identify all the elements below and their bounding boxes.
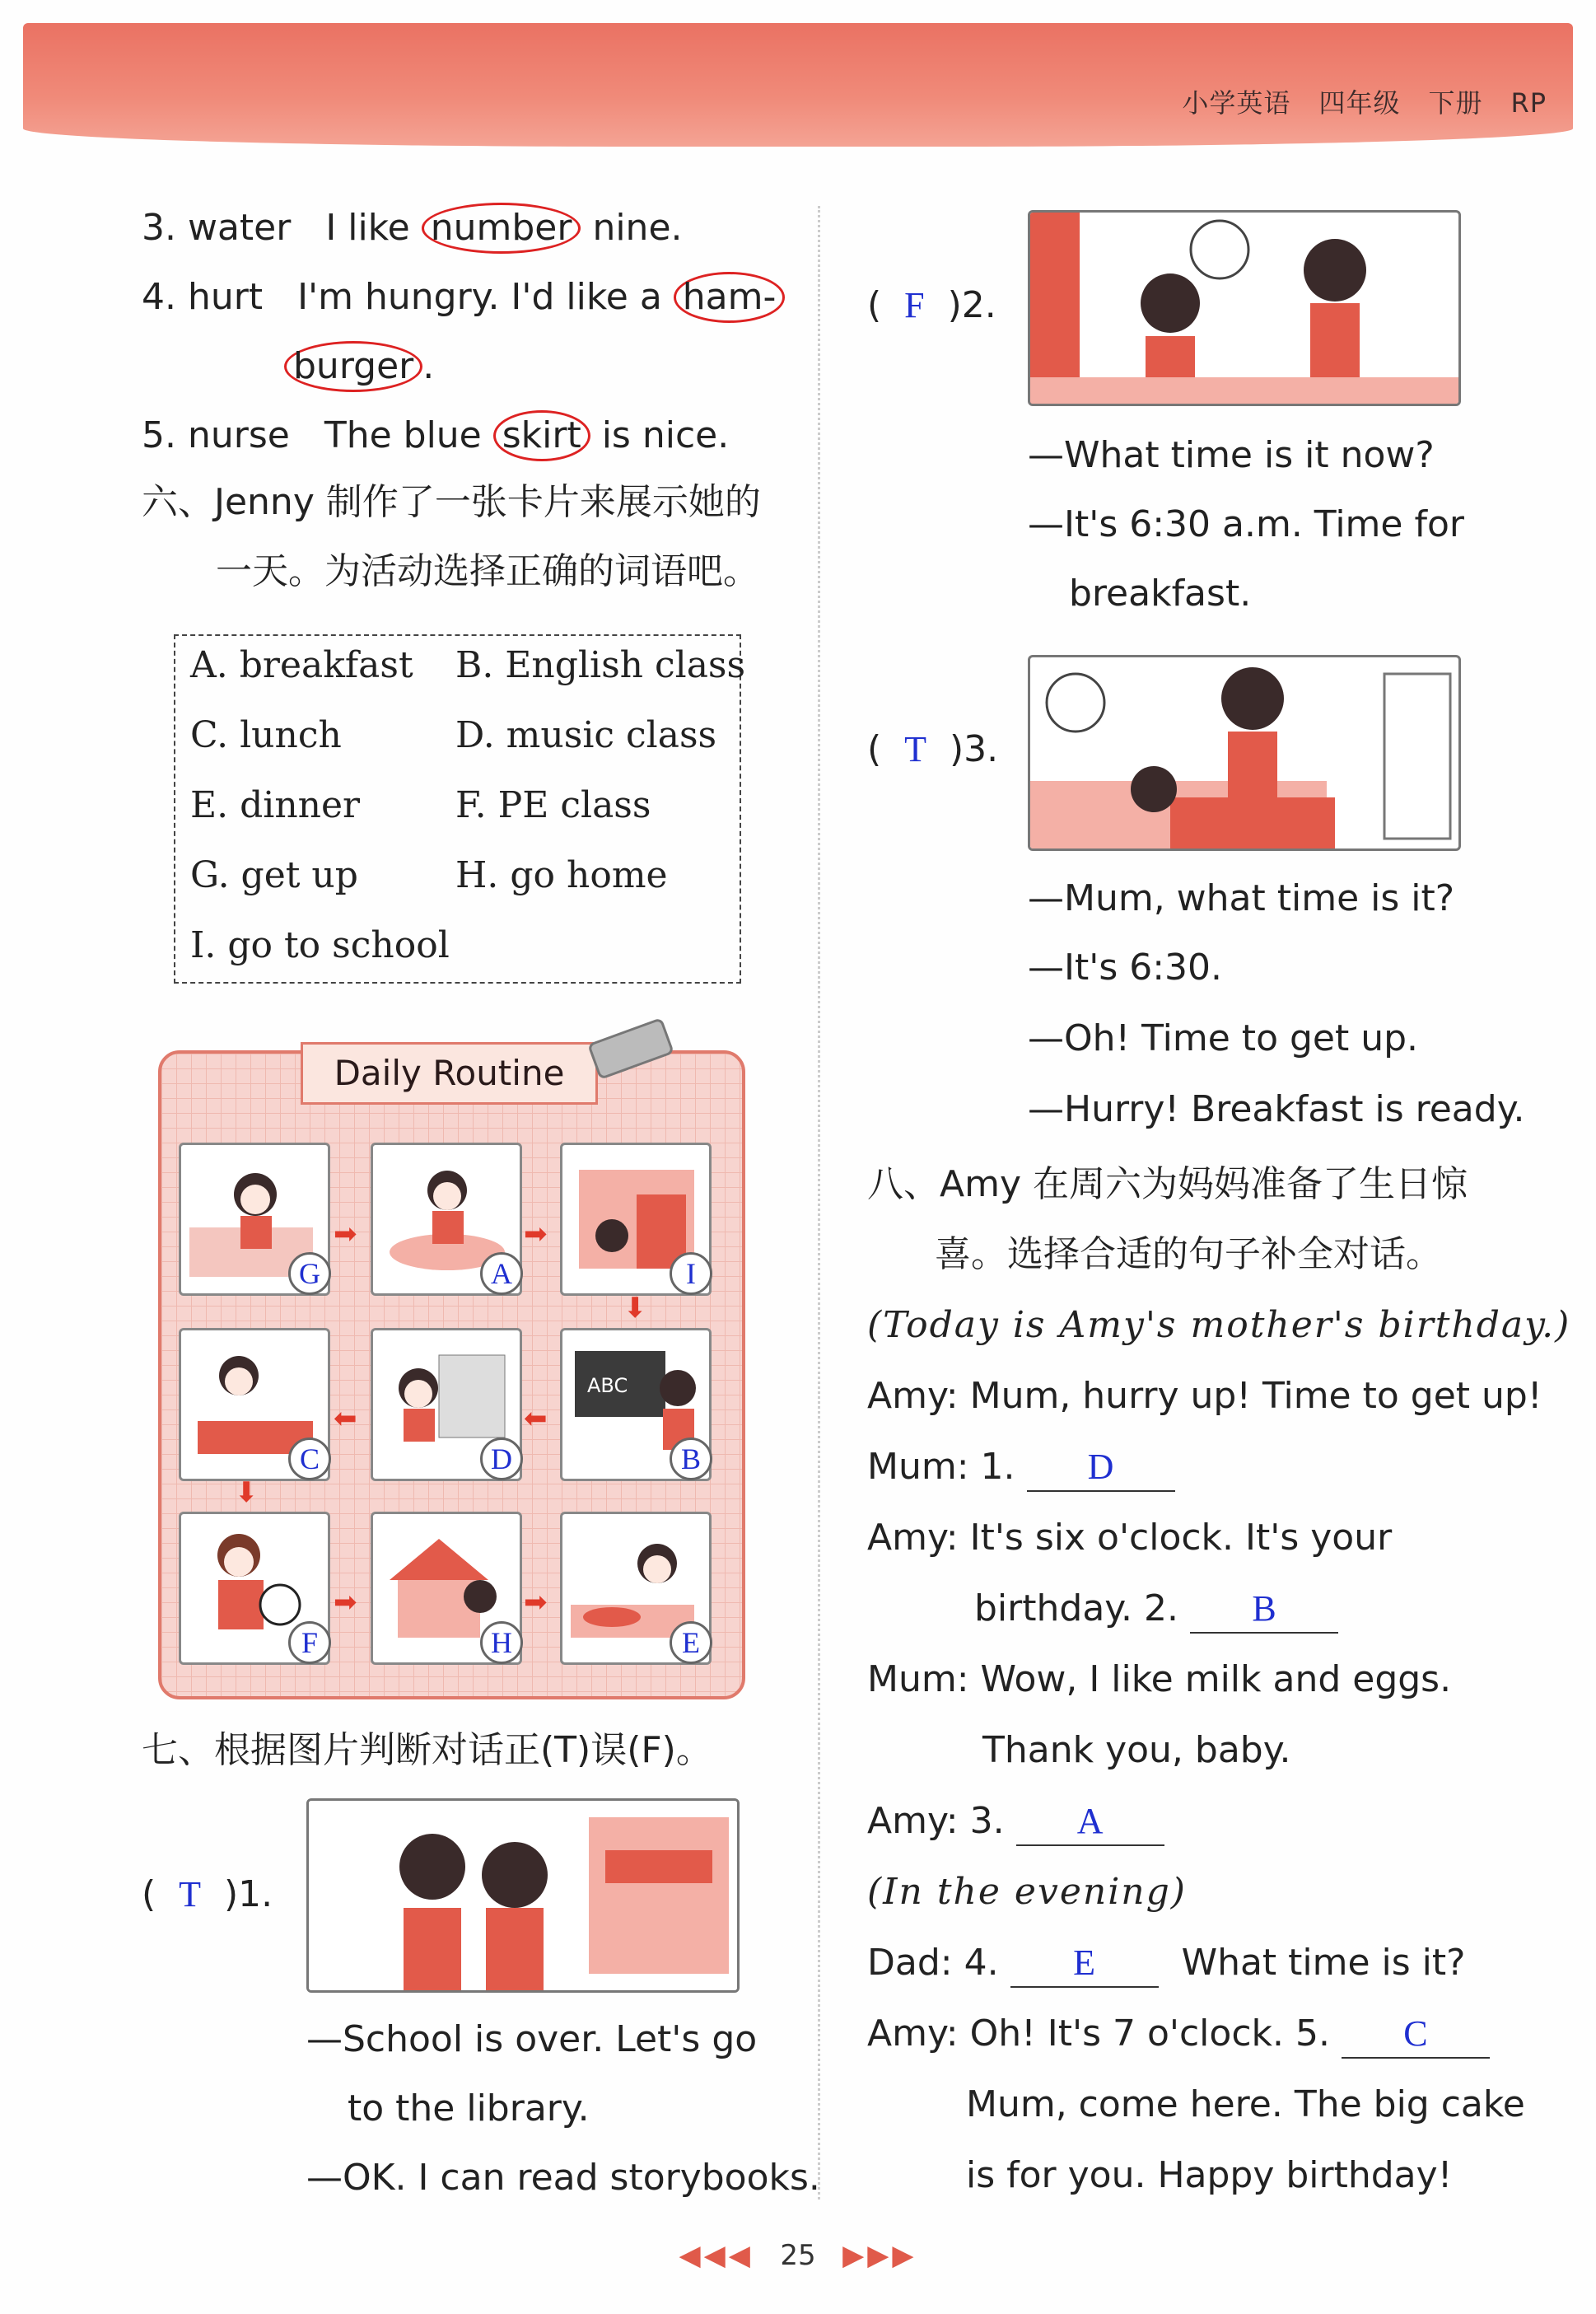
routine-answer-5: D <box>480 1437 523 1480</box>
section8-title-2: 喜。选择合适的句子补全对话。 <box>935 1233 1442 1275</box>
section8-note-2: (In the evening) <box>867 1871 1187 1913</box>
q7-1-answer: T <box>179 1874 202 1914</box>
section8-line-1: Amy: Mum, hurry up! Time to get up! <box>867 1375 1542 1417</box>
blank-4-prefix: Dad: 4. <box>867 1942 999 1984</box>
arrow-left-icon: ⬅ <box>524 1402 548 1435</box>
routine-cell-5 <box>371 1328 522 1481</box>
q7-1-num: )1. <box>224 1873 273 1915</box>
classroom-clock-scene-icon <box>1030 213 1458 404</box>
q7-3-line-4: —Hurry! Breakfast is ready. <box>1028 1088 1525 1130</box>
section8-line-7 <box>867 1798 1164 1846</box>
routine-answer-6: B <box>670 1437 712 1480</box>
arrow-left-icon: ⬅ <box>334 1402 357 1435</box>
routine-answer-2: A <box>480 1252 523 1295</box>
blank-3-answer[interactable]: A <box>1016 1798 1164 1846</box>
routine-cell-3 <box>560 1143 712 1296</box>
q3-circled-word: number <box>422 203 581 254</box>
q4-line <box>142 272 785 323</box>
arrow-down-icon: ⬇ <box>235 1476 259 1509</box>
q4-period: . <box>422 345 435 387</box>
section8-line-3: Amy: It's six o'clock. It's your <box>867 1517 1393 1559</box>
blank-5-answer[interactable]: C <box>1342 2011 1490 2059</box>
option-h: H. go home <box>455 854 668 896</box>
arrow-down-icon: ⬇ <box>623 1292 647 1325</box>
option-a: A. breakfast <box>190 644 413 686</box>
next-arrows-icon: ▶▶▶ <box>842 2239 917 2272</box>
routine-answer-9: E <box>670 1621 712 1664</box>
option-d: D. music class <box>455 714 717 756</box>
q5-sentence-a: The blue <box>324 414 493 456</box>
q7-1-line-3: —OK. I can read storybooks. <box>306 2157 820 2199</box>
routine-cell-8 <box>371 1512 522 1665</box>
routine-cell-6 <box>560 1328 712 1481</box>
q7-3-picture <box>1028 655 1461 851</box>
section8-line-10: Mum, come here. The big cake <box>966 2083 1525 2125</box>
option-g: G. get up <box>190 854 358 896</box>
bedroom-wakeup-scene-icon <box>1030 657 1458 848</box>
q5-sentence-b: is nice. <box>590 414 730 456</box>
routine-answer-8: H <box>480 1621 523 1664</box>
q3-sentence-b: nine. <box>581 207 683 249</box>
section8-line-8-suffix: What time is it? <box>1181 1942 1466 1984</box>
routine-answer-7: F <box>288 1621 331 1664</box>
q7-2-line-2: —It's 6:30 a.m. Time for <box>1028 503 1464 545</box>
q7-3-answer: T <box>904 729 927 769</box>
section8-line-8 <box>867 1940 1466 1988</box>
q7-3-num: )3. <box>950 728 999 770</box>
q7-2-answer: F <box>904 285 925 325</box>
q7-1-line-2: to the library. <box>348 2087 590 2129</box>
q3-line <box>142 203 683 254</box>
routine-answer-3: I <box>670 1252 712 1295</box>
section8-line-6: Thank you, baby. <box>982 1729 1291 1771</box>
section8-line-11: is for you. Happy birthday! <box>966 2154 1453 2196</box>
q7-2-label: ( F )2. <box>867 284 996 326</box>
library-scene-icon <box>309 1801 737 1990</box>
routine-cell-7 <box>179 1512 330 1665</box>
q7-3-line-3: —Oh! Time to get up. <box>1028 1017 1419 1059</box>
option-f: F. PE class <box>455 784 651 826</box>
q4-sentence-a: I'm hungry. I'd like a <box>297 276 674 318</box>
section6-title-2: 一天。为活动选择正确的词语吧。 <box>216 550 759 592</box>
blank-5-prefix: Amy: Oh! It's 7 o'clock. 5. <box>867 2012 1330 2055</box>
q7-2-num: )2. <box>947 284 996 326</box>
grade: 四年级 <box>1318 87 1401 119</box>
q3-num: 3. <box>142 207 176 249</box>
svg-text:ABC: ABC <box>587 1374 628 1397</box>
q7-1-picture <box>306 1798 740 1993</box>
section6-title-1: 六、Jenny 制作了一张卡片来展示她的 <box>142 481 761 523</box>
q7-1-line-1: —School is over. Let's go <box>306 2018 758 2060</box>
blank-4-answer[interactable]: E <box>1010 1940 1159 1988</box>
option-c: C. lunch <box>190 714 342 756</box>
q7-2-line-3: breakfast. <box>1069 573 1252 615</box>
page-footer <box>0 2239 1596 2272</box>
blank-2-prefix: birthday. 2. <box>974 1587 1178 1629</box>
section8-line-2 <box>867 1444 1175 1492</box>
arrow-right-icon: ➡ <box>524 1586 548 1619</box>
q7-1-label: ( T )1. <box>142 1873 273 1915</box>
book-title <box>1154 82 1547 120</box>
section8-line-9 <box>867 2011 1490 2059</box>
option-b: B. English class <box>455 644 746 686</box>
q5-circled-word: skirt <box>493 410 590 461</box>
q7-3-line-2: —It's 6:30. <box>1028 947 1223 989</box>
q4-circled-word-b: burger <box>284 341 422 392</box>
edition: RP <box>1510 87 1547 119</box>
section8-line-5: Mum: Wow, I like milk and eggs. <box>867 1658 1452 1700</box>
q7-3-label: ( T )3. <box>867 728 999 770</box>
routine-cell-9 <box>560 1512 712 1665</box>
column-divider <box>818 206 820 2199</box>
q4-line-cont <box>284 341 434 392</box>
daily-routine-title: Daily Routine <box>301 1042 598 1105</box>
q7-3-line-1: —Mum, what time is it? <box>1028 877 1455 919</box>
q4-circled-word-a: ham- <box>674 272 786 323</box>
section8-line-4 <box>974 1586 1338 1634</box>
section8-title-1: 八、Amy 在周六为妈妈准备了生日惊 <box>867 1163 1468 1205</box>
arrow-right-icon: ➡ <box>334 1586 357 1619</box>
q4-num: 4. <box>142 276 176 318</box>
blank-3-prefix: Amy: 3. <box>867 1800 1005 1842</box>
q3-word: water <box>187 207 292 249</box>
q7-2-picture <box>1028 210 1461 406</box>
blank-1-answer[interactable]: D <box>1027 1444 1175 1492</box>
q5-num: 5. <box>142 414 176 456</box>
section7-title: 七、根据图片判断对话正(T)误(F)。 <box>142 1729 712 1771</box>
arrow-right-icon: ➡ <box>334 1218 357 1250</box>
arrow-right-icon: ➡ <box>524 1218 548 1250</box>
routine-cell-4 <box>179 1328 330 1481</box>
q3-sentence-a: I like <box>325 207 422 249</box>
q5-word: nurse <box>187 414 290 456</box>
prev-arrows-icon: ◀◀◀ <box>679 2239 754 2272</box>
section8-note-1: (Today is Amy's mother's birthday.) <box>867 1304 1571 1346</box>
routine-cell-1 <box>179 1143 330 1296</box>
q4-word: hurt <box>187 276 264 318</box>
subject: 小学英语 <box>1182 87 1291 119</box>
option-i: I. go to school <box>190 924 450 966</box>
routine-cell-2 <box>371 1143 522 1296</box>
routine-answer-4: C <box>288 1437 331 1480</box>
q7-2-line-1: —What time is it now? <box>1028 434 1435 476</box>
routine-answer-1: G <box>288 1252 331 1295</box>
option-e: E. dinner <box>190 784 361 826</box>
q5-line <box>142 410 729 461</box>
blank-2-answer[interactable]: B <box>1190 1586 1338 1634</box>
blank-1-prefix: Mum: 1. <box>867 1446 1015 1488</box>
options-box <box>174 634 746 984</box>
volume: 下册 <box>1428 87 1483 119</box>
page-number: 25 <box>780 2239 816 2272</box>
